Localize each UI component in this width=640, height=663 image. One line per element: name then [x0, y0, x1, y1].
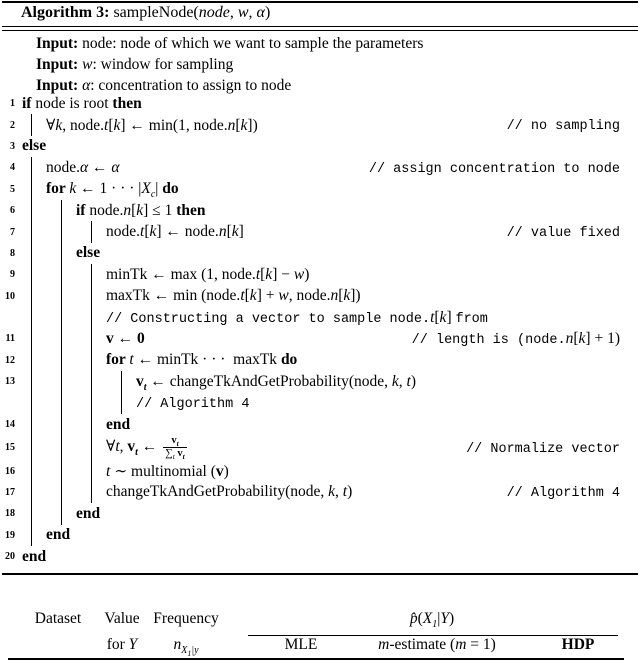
algo-line-20: 20 end	[5, 547, 47, 565]
algorithm-title: Algorithm 3: sampleNode(node, w, α)	[21, 4, 271, 21]
algo-line-16: 16 t ∼ multinomial (v)	[0, 460, 640, 481]
algo-line-6: 6 if node.n[k] ≤ 1 then	[0, 200, 640, 221]
algo-line-13: 13 $v_t$ ← changeTkAndGetProbability(node, k, t)	[5, 372, 417, 393]
algo-line-14: 14 end	[0, 414, 640, 435]
col-header-value: Value	[104, 610, 140, 627]
algo-line-8: 8 else	[0, 243, 640, 264]
input-line-node: Input: node: node of which we want to sample the parameters	[36, 34, 424, 52]
algo-line-3: 3 else	[10, 137, 47, 155]
input-line-w: Input: w : window for sampling	[36, 55, 234, 73]
algo-line-9: 9 minTk ← max (1, node.t[k] − w)	[0, 264, 640, 285]
algo-line-10: 10 maxTk ← min (node.t[k] + w, node.n[k])	[0, 286, 640, 307]
algo-line-17: 17 changeTkAndGetProbability(node, k, t) // Algorithm 4	[5, 483, 620, 502]
col-header-value-sub: for Y	[106, 636, 138, 653]
col-group-header-p-x1-given-y: $p̂(X_1|Y)$	[409, 610, 455, 631]
col-header-dataset: Dataset	[34, 610, 82, 627]
algo-line-12: 12 for t ← minTk · · · maxTk do	[0, 350, 640, 371]
algo-line-18: 18 end	[0, 503, 640, 524]
algo-line-7: 7 node.t[k] ← node.n[k] // value fixed	[10, 223, 620, 242]
algo-line-comment: // Algorithm 4	[0, 392, 640, 413]
algo-line-2: 2 ∀k, node.t[k] ← min(1, node.n[k]) // no sampling	[0, 114, 640, 135]
table-header-bottom-rule	[8, 658, 624, 660]
algo-line-1: 1 if node is root then	[10, 94, 142, 112]
input-line-alpha: Input: α : concentration to assign to node	[36, 76, 292, 94]
col-header-frequency: Frequency	[153, 610, 219, 627]
results-table-header	[8, 608, 624, 663]
col-header-hdp: HDP	[561, 636, 595, 653]
algorithm-body	[0, 93, 640, 567]
algo-line-4: 4 node.α ← α // assign concentration to node	[10, 158, 620, 177]
algo-line-19: 19 end	[0, 525, 640, 546]
algorithm-inputs	[0, 33, 640, 96]
algo-line-11: 11 v ← 0 // length is (node.n[k] + 1)	[5, 329, 620, 348]
col-header-m-estimate: m-estimate (m = 1)	[378, 636, 496, 653]
col-header-mle: MLE	[284, 636, 318, 653]
algo-line-5: 5 for k ← 1 · · · $|X_c|$ do	[10, 180, 179, 201]
col-header-frequency-sub: $n_{X_1|y}$	[173, 636, 199, 659]
algorithm-caption-rule	[2, 26, 638, 31]
algo-line-15: 15 ∀t, $v_t$ ← $\frac{v_t}{\sum_t v_t}$ // Normalize vector	[5, 435, 620, 462]
algorithm-top-rule	[2, 1, 638, 3]
algorithm-bottom-rule	[2, 573, 638, 575]
algo-line-comment: // Constructing a vector to sample node.t[k] from	[0, 307, 640, 328]
